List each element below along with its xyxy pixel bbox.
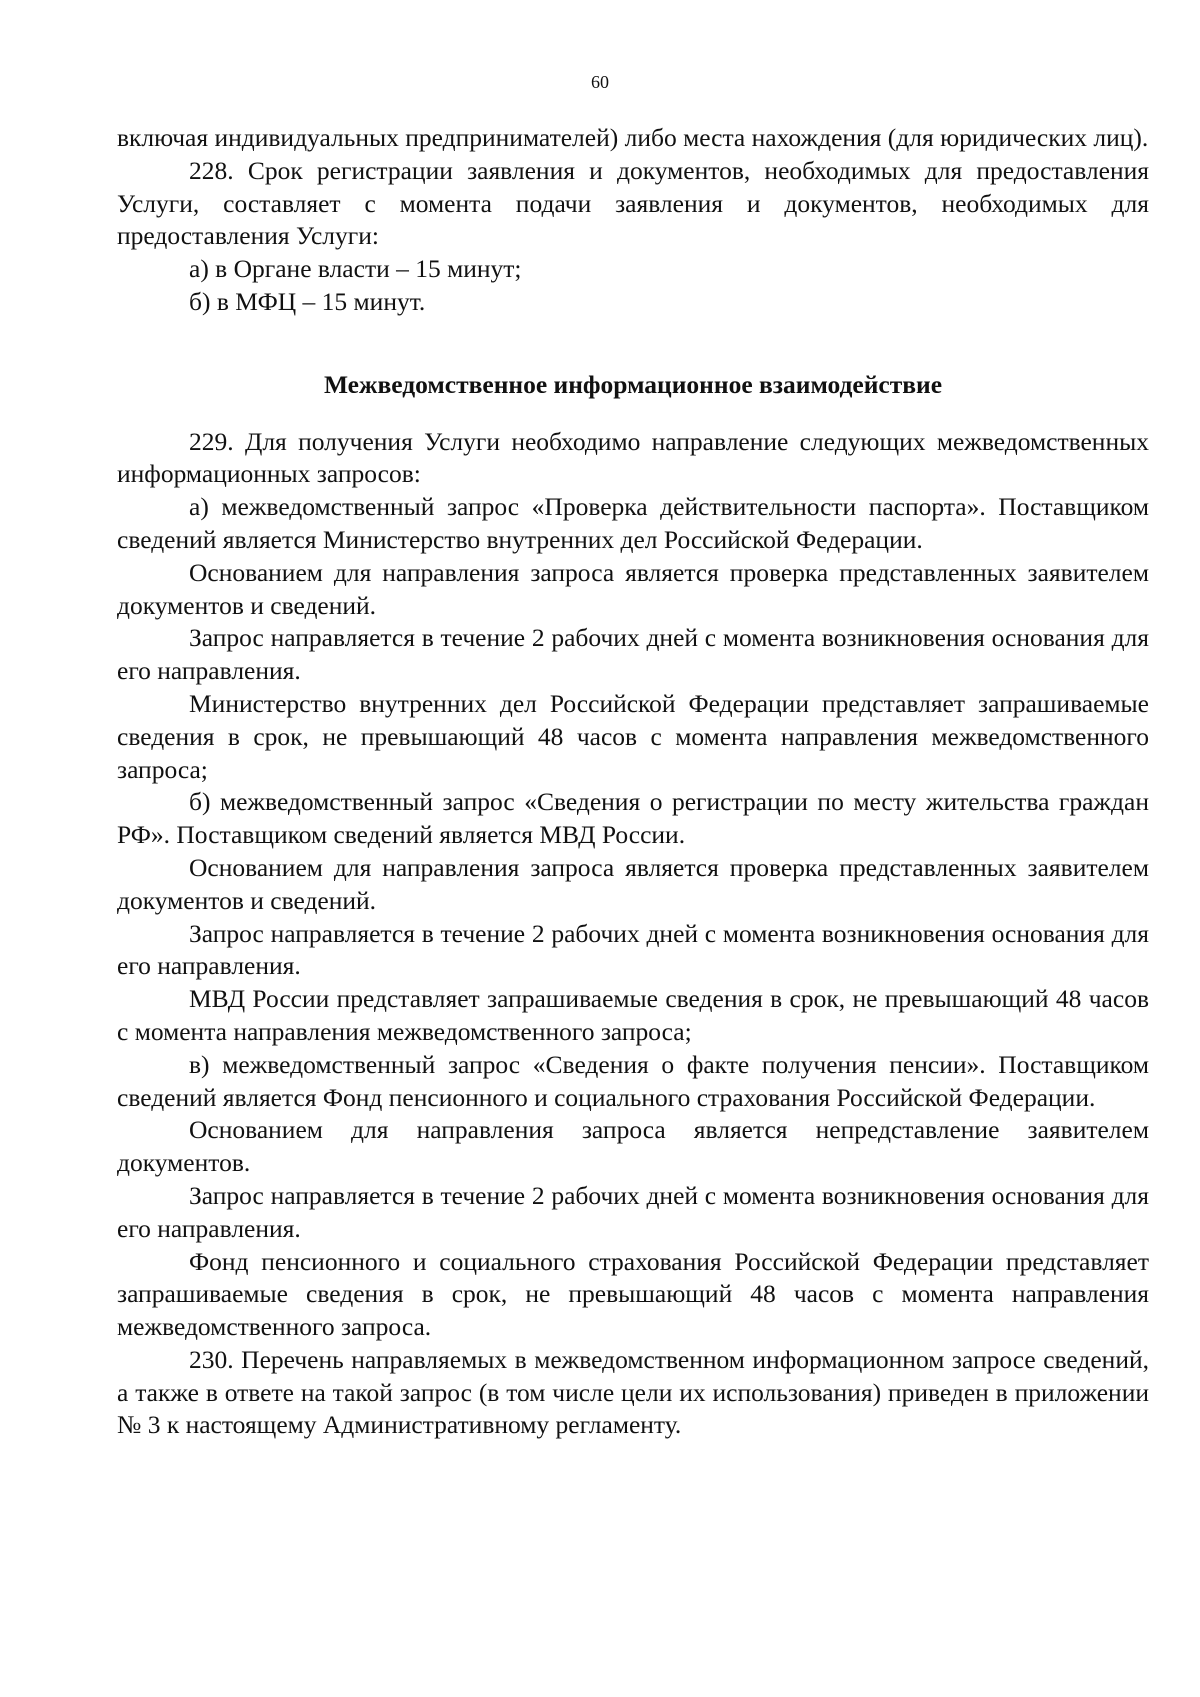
paragraph: Министерство внутренних дел Российской Федерации представляет запрашиваемые сведения в срок, не превышающий 48 часов с момента направления межведомственного запроса; [117, 688, 1149, 784]
section-heading: Межведомственное информационное взаимодействие [323, 369, 943, 399]
list-item-b: б) в МФЦ – 15 минут. [189, 286, 426, 316]
list-item-b: б) межведомственный запрос «Сведения о регистрации по месту жительства граждан РФ». Поставщиком сведений является МВД России. [117, 787, 1149, 850]
document-body [117, 122, 1149, 1442]
paragraph-228: 228. Срок регистрации заявления и документов, необходимых для предоставления Услуги, составляет с момента подачи заявления и документов, необходимых для предоставления Услуги: [117, 155, 1149, 251]
list-item-c: в) межведомственный запрос «Сведения о факте получения пенсии». Поставщиком сведений является Фонд пенсионного и социального страхования Российской Федерации. [117, 1049, 1149, 1112]
paragraph-229: 229. Для получения Услуги необходимо направление следующих межведомственных информационных запросов: [117, 426, 1149, 489]
paragraph-230: 230. Перечень направляемых в межведомственном информационном запросе сведений, а также в ответе на такой запрос (в том числе цели их использования) приведен в приложении № 3 к настоящему Административному регламенту. [117, 1344, 1149, 1440]
paragraph: Запрос направляется в течение 2 рабочих дней с момента возникновения основания для его направления. [117, 1180, 1149, 1243]
paragraph: Основанием для направления запроса является проверка представленных заявителем документов и сведений. [117, 852, 1149, 915]
page-number: 60 [591, 72, 609, 92]
list-item-a: а) в Органе власти – 15 минут; [189, 254, 522, 284]
paragraph: МВД России представляет запрашиваемые сведения в срок, не превышающий 48 часов с момента направления межведомственного запроса; [117, 984, 1149, 1046]
paragraph: включая индивидуальных предпринимателей) либо места нахождения (для юридических лиц). [117, 123, 1149, 152]
list-item-a: а) межведомственный запрос «Проверка действительности паспорта». Поставщиком сведений является Министерство внутренних дел Российской Федерации. [117, 492, 1149, 554]
paragraph: Запрос направляется в течение 2 рабочих дней с момента возникновения основания для его направления. [117, 623, 1149, 686]
paragraph: Запрос направляется в течение 2 рабочих дней с момента возникновения основания для его направления. [117, 918, 1149, 981]
paragraph: Основанием для направления запроса является проверка представленных заявителем документов и сведений. [117, 557, 1149, 620]
paragraph: Основанием для направления запроса является непредставление заявителем документов. [117, 1115, 1149, 1178]
paragraph: Фонд пенсионного и социального страхования Российской Федерации представляет запрашиваемые сведения в срок, не превышающий 48 часов с момента направления межведомственного запроса. [117, 1246, 1149, 1342]
